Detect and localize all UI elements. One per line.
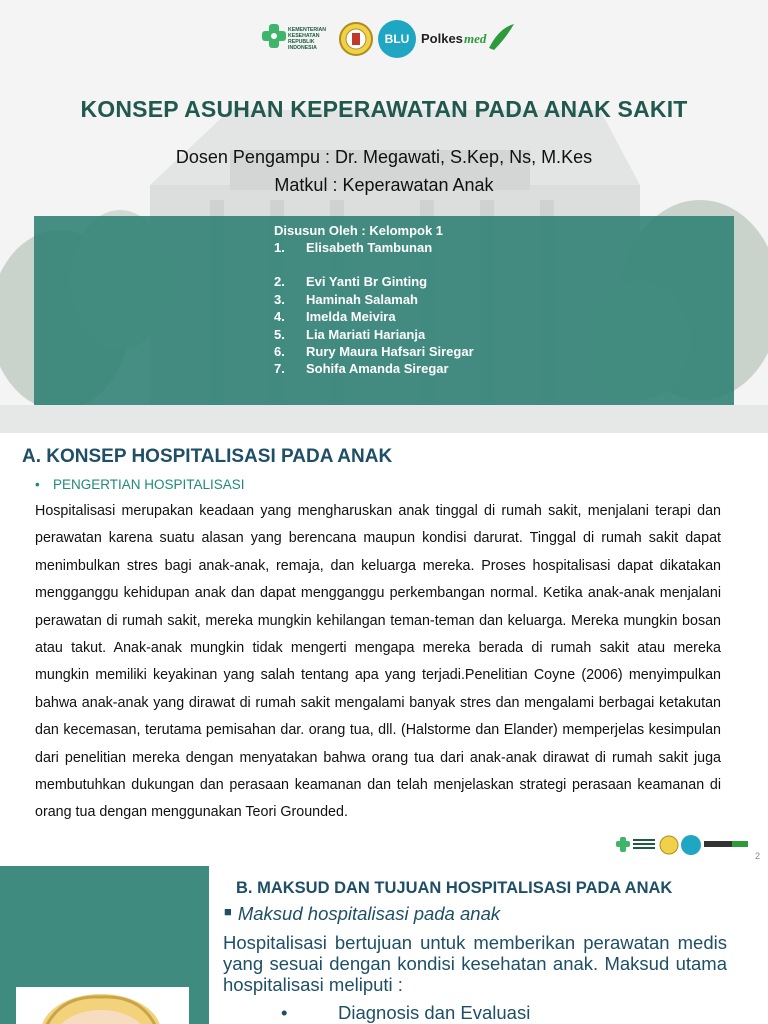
member-number: 5. [274, 326, 285, 342]
blu-logo [378, 20, 416, 58]
member-item [274, 308, 474, 325]
svg-text:med: med [464, 31, 487, 46]
polkesmed-logo [421, 24, 514, 50]
subsection-label: PENGERTIAN HOSPITALISASI [53, 477, 245, 492]
member-number: 3. [274, 291, 285, 307]
member-item [274, 273, 474, 290]
member-item [274, 326, 474, 343]
member-name: Sohifa Amanda Siregar [306, 361, 449, 377]
definition-paragraph: Hospitalisasi merupakan keadaan yang mengharuskan anak tinggal di rumah sakit, menjalani terapi dan perawatan karena suatu alasan yang berencana maupun kondisi darurat. Tinggal di rumah sakit dapat menimbulkan stres bagi anak-anak, remaja, dan keluarga mereka. Proses hospitalisasi dapat dikatakan mengganggu kehidupan anak dan dapat mengganggu perkembangan normal. Ketika anak-anak menjalani perawatan di rumah sakit, mereka mungkin kehilangan teman-teman dan keluarga. Mereka mungkin bosan atau takut. Anak-anak mungkin tidak mengerti mengapa mereka berada di rumah sakit atau mereka mungkin memiliki keyakinan yang salah tentang apa yang terjadi.Penelitian Coyne (2006) menyimpulkan bahwa anak-anak yang dirawat di rumah sakit mengalami banyak stres dan mengalami berbagai ketakutan dan kecemasan, terutama pemisahan dar. orang tua, dll. (Halstorme dan Elander) memperjelas kesimpulan dari penelitian mereka dengan menyatakan bahwa orang tua dari anak-anak dirawat di rumah sakit juga membutuhkan dukungan dan perasaan keamanan dan telah menjelaskan strategi perasaan keamanan di orang tua dengan menggunakan Teori Grounded. [35, 503, 721, 821]
member-number: 2. [274, 274, 285, 290]
purpose-list-item [281, 1002, 530, 1024]
member-item [274, 360, 474, 377]
section-heading-b: B. MAKSUD DAN TUJUAN HOSPITALISASI PADA ANAK [236, 879, 673, 897]
member-number: 6. [274, 344, 285, 360]
member-item [274, 239, 474, 256]
poltekkes-emblem [340, 23, 372, 55]
subheading-text: Maksud hospitalisasi pada anak [237, 903, 501, 924]
purpose-item-text: Diagnosis dan Evaluasi [338, 1002, 531, 1023]
bullet-dot-icon: • [35, 477, 40, 492]
member-number: 1. [274, 240, 285, 255]
hospitalization-concept-slide [0, 433, 768, 866]
section-heading-a: A. KONSEP HOSPITALISASI PADA ANAK [22, 446, 393, 467]
slide-title: KONSEP ASUHAN KEPERAWATAN PADA ANAK SAKIT [80, 96, 688, 122]
member-name: Evi Yanti Br Ginting [306, 274, 428, 290]
purpose-slide [0, 866, 768, 1024]
member-item [274, 343, 474, 360]
svg-text:BLU: BLU [384, 32, 410, 46]
purpose-paragraph: Hospitalisasi bertujuan untuk memberikan perawatan medis yang sesuai dengan kondisi kesehatan anak. Maksud utama hospitalisasi meliputi : [223, 932, 727, 995]
title-slide [0, 0, 768, 433]
child-face-image [16, 987, 189, 1024]
institution-logos [254, 18, 516, 62]
member-number: 7. [274, 361, 285, 377]
member-number: 4. [274, 309, 285, 325]
lecturer-line: Dosen Pengampu : Dr. Megawati, S.Kep, Ns, M.Kes [175, 147, 593, 167]
subheading [224, 903, 500, 925]
member-item [274, 291, 474, 308]
member-name: Elisabeth Tambunan [306, 240, 433, 255]
footer-logos [614, 833, 754, 857]
logo-text-4: INDONESIA [288, 45, 317, 51]
child-illustration [16, 987, 189, 1024]
group-member-list [274, 223, 474, 378]
logo-text-3: REPUBLIK [288, 39, 315, 45]
group-heading: Disusun Oleh : Kelompok 1 [274, 223, 444, 238]
svg-text:Polkes: Polkes [421, 31, 463, 46]
kemenkes-logo [262, 24, 286, 48]
side-panel [0, 866, 209, 1024]
bullet-dot-icon: • [281, 1002, 288, 1023]
logo-text-1: KEMENTERIAN [288, 27, 327, 33]
member-name: Haminah Salamah [306, 291, 418, 307]
subsection-bullet [35, 477, 245, 492]
square-bullet-icon: ■ [224, 904, 232, 919]
member-name: Lia Mariati Harianja [306, 326, 426, 342]
page-number: 2 [755, 851, 761, 861]
member-name: Imelda Meivira [306, 309, 396, 325]
course-line: Matkul : Keperawatan Anak [274, 175, 494, 195]
logo-text-2: KESEHATAN [288, 33, 320, 39]
member-name: Rury Maura Hafsari Siregar [306, 344, 474, 360]
